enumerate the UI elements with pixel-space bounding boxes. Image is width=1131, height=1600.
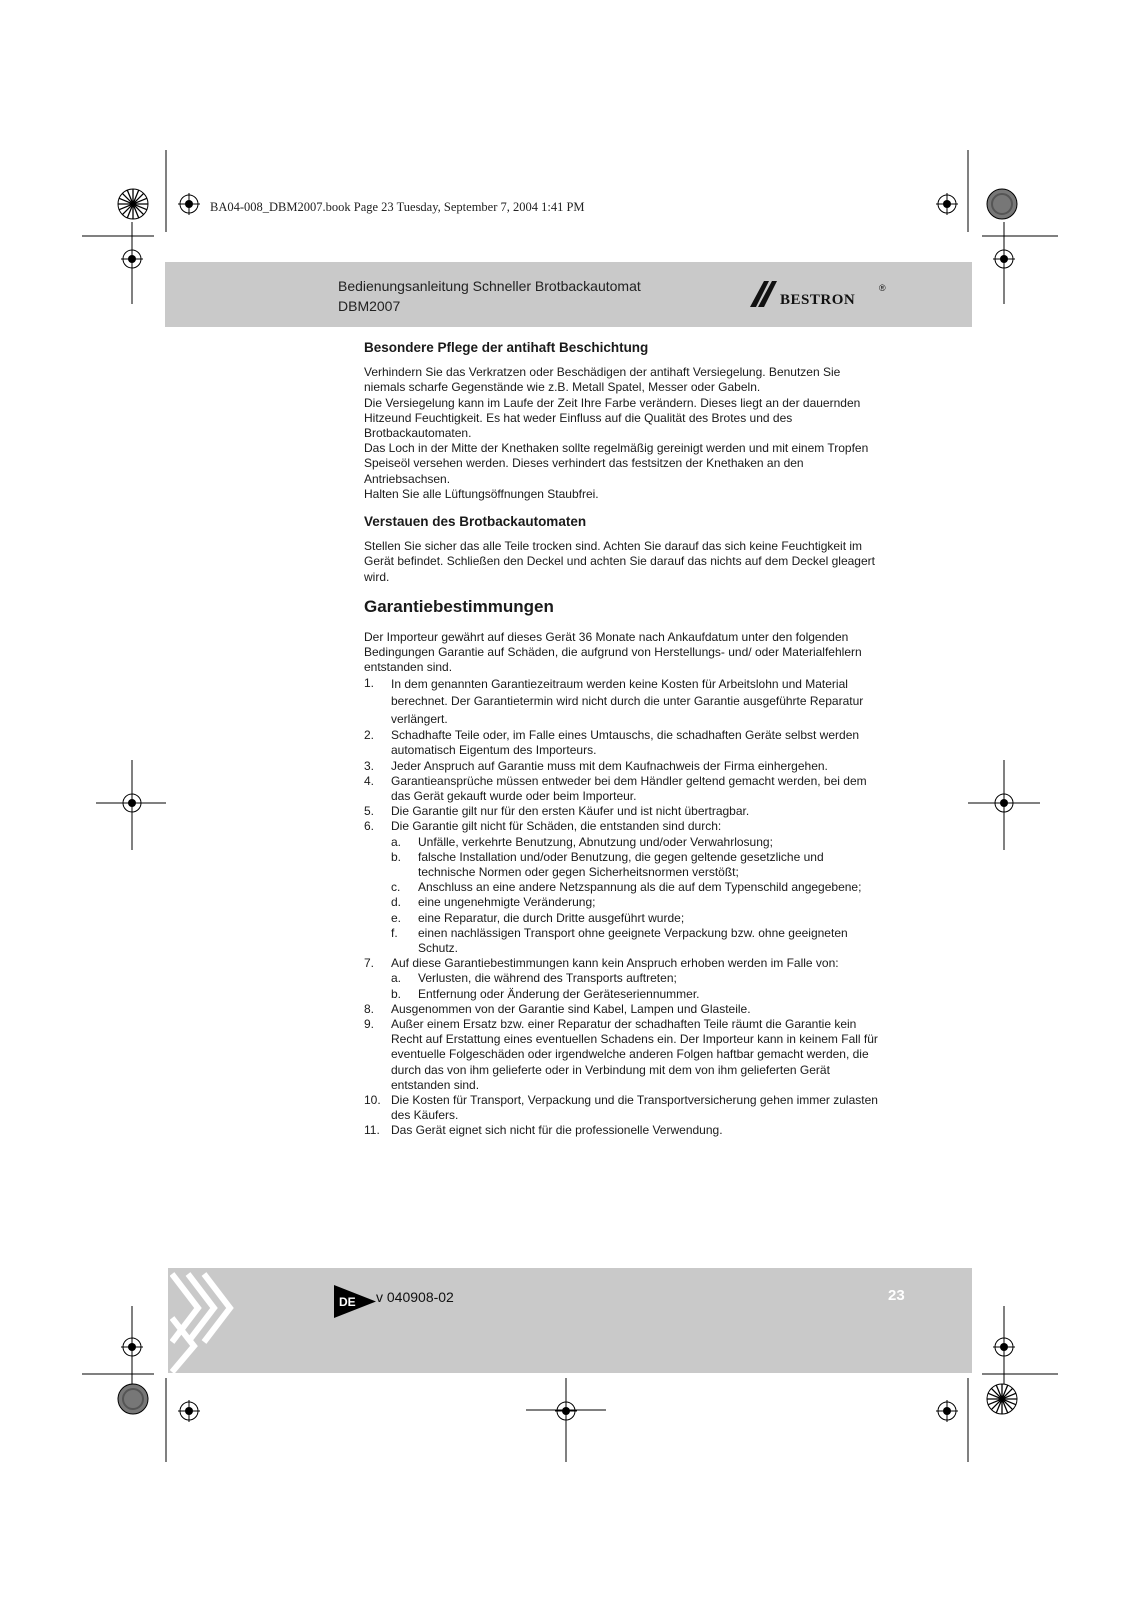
logo-text: bestron xyxy=(780,284,856,309)
paragraph: Die Versiegelung kann im Laufe der Zeit Ihre Farbe verändern. Dieses liegt an der dauernden Hitzeund Feuchtigkeit. Es hat weder Einfluss auf die Qualität des Brotes und des Brotbackautomaten. xyxy=(364,395,861,441)
registration-target-icon xyxy=(178,193,200,215)
section-heading-nonstick-care: Besondere Pflege der antihaft Beschichtung xyxy=(364,340,649,355)
book-info-line: BA04-008_DBM2007.book Page 23 Tuesday, September 7, 2004 1:41 PM xyxy=(210,200,585,214)
paragraph: Verhindern Sie das Verkratzen oder Beschädigen der antihaft Versiegelung. Benutzen Sie niemals scharfe Gegenstände wie z.B. Metall Spatel, Messer oder Gabeln. xyxy=(364,365,841,395)
list-item: 11. Das Gerät eignet sich nicht für die professionelle Verwendung. xyxy=(364,1123,723,1138)
list-item: 6. Die Garantie gilt nicht für Schäden, die entstanden sind durch: xyxy=(364,819,722,834)
version-number: v 040908-02 xyxy=(376,1289,454,1305)
list-item: 1. In dem genannten Garantiezeitraum werden keine Kosten für Arbeitslohn und Material berechnet. Der Garantietermin wird nicht durch die unter Garantie ausgeführte Reparatur verlängert. xyxy=(364,675,864,726)
registration-target-icon xyxy=(936,1400,958,1422)
registration-target-icon xyxy=(178,1400,200,1422)
page-number: 23 xyxy=(888,1287,905,1304)
paragraph: Halten Sie alle Lüftungsöffnungen Staubfrei. xyxy=(364,486,599,501)
sub-list-item: a. Unfälle, verkehrte Benutzung, Abnutzung und/oder Verwahrlosung; xyxy=(391,834,773,849)
paragraph: Das Loch in der Mitte der Knethaken sollte regelmäßig gereinigt werden und mit einem Tropfen Speiseöl versehen werden. Dieses verhindert das festsitzen der Knethaken an den Antriebsachsen. xyxy=(364,441,869,486)
sub-list-item: b. Entfernung oder Änderung der Geräteseriennummer. xyxy=(391,986,700,1001)
list-item: 2. Schadhafte Teile oder, im Falle eines Umtauschs, die schadhaften Geräte selbst werden automatisch Eigentum des Importeurs. xyxy=(364,728,860,758)
list-item: 3. Jeder Anspruch auf Garantie muss mit dem Kaufnachweis der Firma einhergehen. xyxy=(364,758,828,773)
gray-target-icon xyxy=(117,1383,149,1415)
sub-list-item: f. einen nachlässigen Transport ohne geeignete Verpackung bzw. ohne geeigneten Schutz. xyxy=(391,925,848,955)
sub-list-item: e. eine Reparatur, die durch Dritte ausgeführt wurde; xyxy=(391,910,685,925)
sub-list-item: b. falsche Installation und/oder Benutzung, die gegen geltende gesetzliche und technische Normen oder gegen Sicherheitsnormen verstößt; xyxy=(391,849,824,879)
manual-model: DBM2007 xyxy=(338,298,401,314)
logo-registered-mark: ® xyxy=(879,283,886,293)
radial-target-icon xyxy=(117,188,149,220)
sub-list-item: a. Verlusten, die während des Transports auftreten; xyxy=(391,971,677,986)
manual-title-line1: Bedienungsanleitung Schneller Brotbackautomat xyxy=(338,278,641,294)
registration-target-icon xyxy=(121,248,143,270)
gray-target-icon xyxy=(986,188,1018,220)
sub-list-item: c. Anschluss an eine andere Netzspannung als die auf dem Typenschild angegebene; xyxy=(391,880,862,895)
paragraph: Stellen Sie sicher das alle Teile trocken sind. Achten Sie darauf das sich keine Feuchtigkeit im Gerät befindet. Schließen den Deckel und achten Sie darauf das nichts auf dem Deckel gleagert wird. xyxy=(364,539,875,584)
registration-target-icon xyxy=(993,248,1015,270)
radial-target-icon xyxy=(986,1383,1018,1415)
list-item: 9. Außer einem Ersatz bzw. einer Reparatur der schadhaften Teile räumt die Garantie kein Recht auf Erstattung eines eventuellen Schadens ein. Der Importeur kann in keinem Fall für eventuelle Folgeschäden oder irgendwelche anderen Folgen haftbar gemacht werden, die durch das von ihm gelieferte oder in Verbindung mit dem von ihm gelieferten Gerät entstanden sind. xyxy=(364,1017,878,1092)
registration-target-icon xyxy=(993,792,1015,814)
registration-target-icon xyxy=(993,1336,1015,1358)
sub-list-item: d. eine ungenehmigte Veränderung; xyxy=(391,895,596,910)
section-heading-storage: Verstauen des Brotbackautomaten xyxy=(364,514,587,530)
warranty-intro: Der Importeur gewährt auf dieses Gerät 36 Monate nach Ankaufdatum unter den folgenden Bedingungen Garantie auf Schäden, die aufgrund von Herstellungs- und/ oder Materialfehlern entstanden sind. xyxy=(364,630,862,675)
registration-target-icon xyxy=(121,792,143,814)
list-item: 10. Die Kosten für Transport, Verpackung und die Transportversicherung gehen immer zulasten des Käufers. xyxy=(364,1093,878,1123)
list-item: 8. Ausgenommen von der Garantie sind Kabel, Lampen und Glasteile. xyxy=(364,1001,751,1016)
registration-target-icon xyxy=(936,193,958,215)
list-item: 5. Die Garantie gilt nur für den ersten Käufer und ist nicht übertragbar. xyxy=(364,804,750,819)
list-item: 7. Auf diese Garantiebestimmungen kann kein Anspruch erhoben werden im Falle von: xyxy=(364,956,839,971)
section-heading-warranty: Garantiebestimmungen xyxy=(364,596,554,616)
registration-target-icon xyxy=(555,1400,577,1422)
language-badge-label: DE xyxy=(339,1295,356,1309)
list-item: 4. Garantieansprüche müssen entweder bei dem Händler geltend gemacht werden, bei dem das Gerät gekauft wurde oder beim Importeur. xyxy=(364,773,867,803)
registration-target-icon xyxy=(121,1336,143,1358)
